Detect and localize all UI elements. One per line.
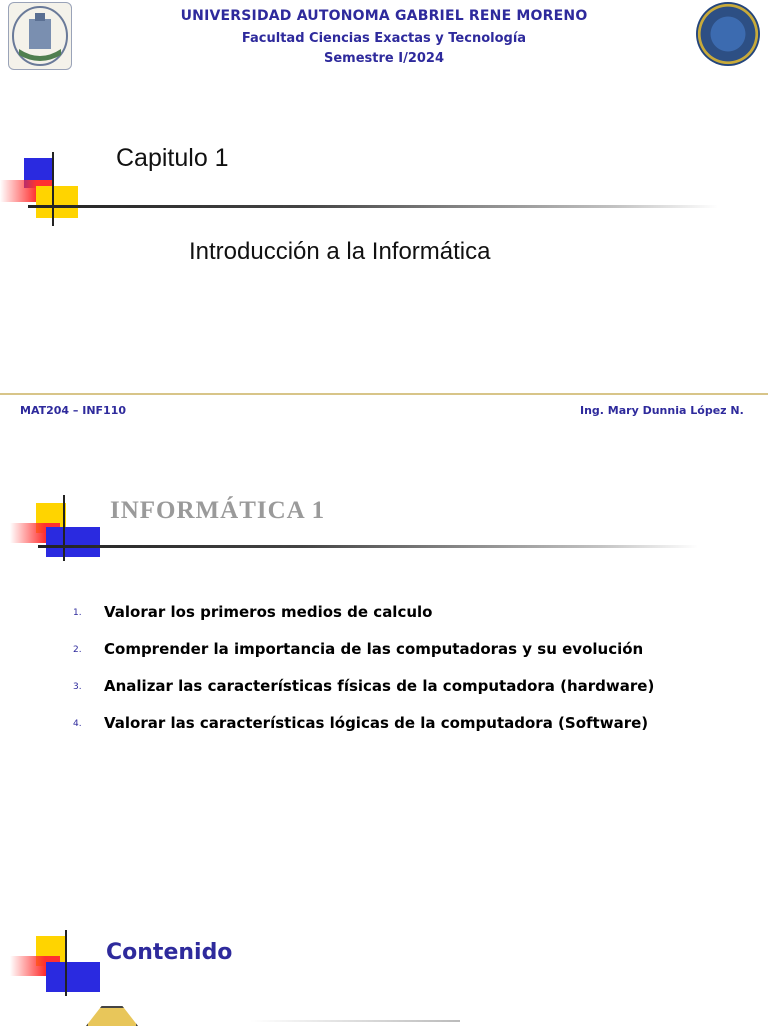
item-text: Analizar las características físicas de la computadora (hardware) <box>104 677 655 695</box>
title-underline <box>38 545 698 548</box>
author-name: Ing. Mary Dunnia López N. <box>580 404 744 417</box>
decorative-block-mark <box>0 150 110 230</box>
university-seal-right-icon <box>696 2 760 66</box>
university-name: UNIVERSIDAD AUTONOMA GABRIEL RENE MORENO <box>180 8 588 24</box>
item-number: 3. <box>73 682 82 692</box>
semester-label: Semestre I/2024 <box>323 51 444 66</box>
item-text: Comprender la importancia de las computadoras y su evolución <box>104 640 644 658</box>
decorative-block-mark <box>10 495 120 575</box>
item-number: 4. <box>73 719 82 729</box>
decorative-block-mark <box>10 930 120 1010</box>
item-text: Valorar los primeros medios de calculo <box>104 603 433 621</box>
item-text: Valorar las características lógicas de la computadora (Software) <box>104 714 649 732</box>
content-title: Contenido <box>106 940 233 965</box>
item-number: 1. <box>73 608 82 618</box>
decorative-line <box>250 1020 460 1022</box>
title-underline <box>28 205 718 208</box>
course-code: MAT204 – INF110 <box>20 404 127 417</box>
chapter-subtitle: Introducción a la Informática <box>189 238 491 265</box>
chapter-title: Capitulo 1 <box>116 144 229 172</box>
informatica-title: INFORMÁTICA 1 <box>110 497 326 524</box>
faculty-name: Facultad Ciencias Exactas y Tecnología <box>241 31 527 46</box>
slide-divider <box>0 393 768 395</box>
item-number: 2. <box>73 645 82 655</box>
